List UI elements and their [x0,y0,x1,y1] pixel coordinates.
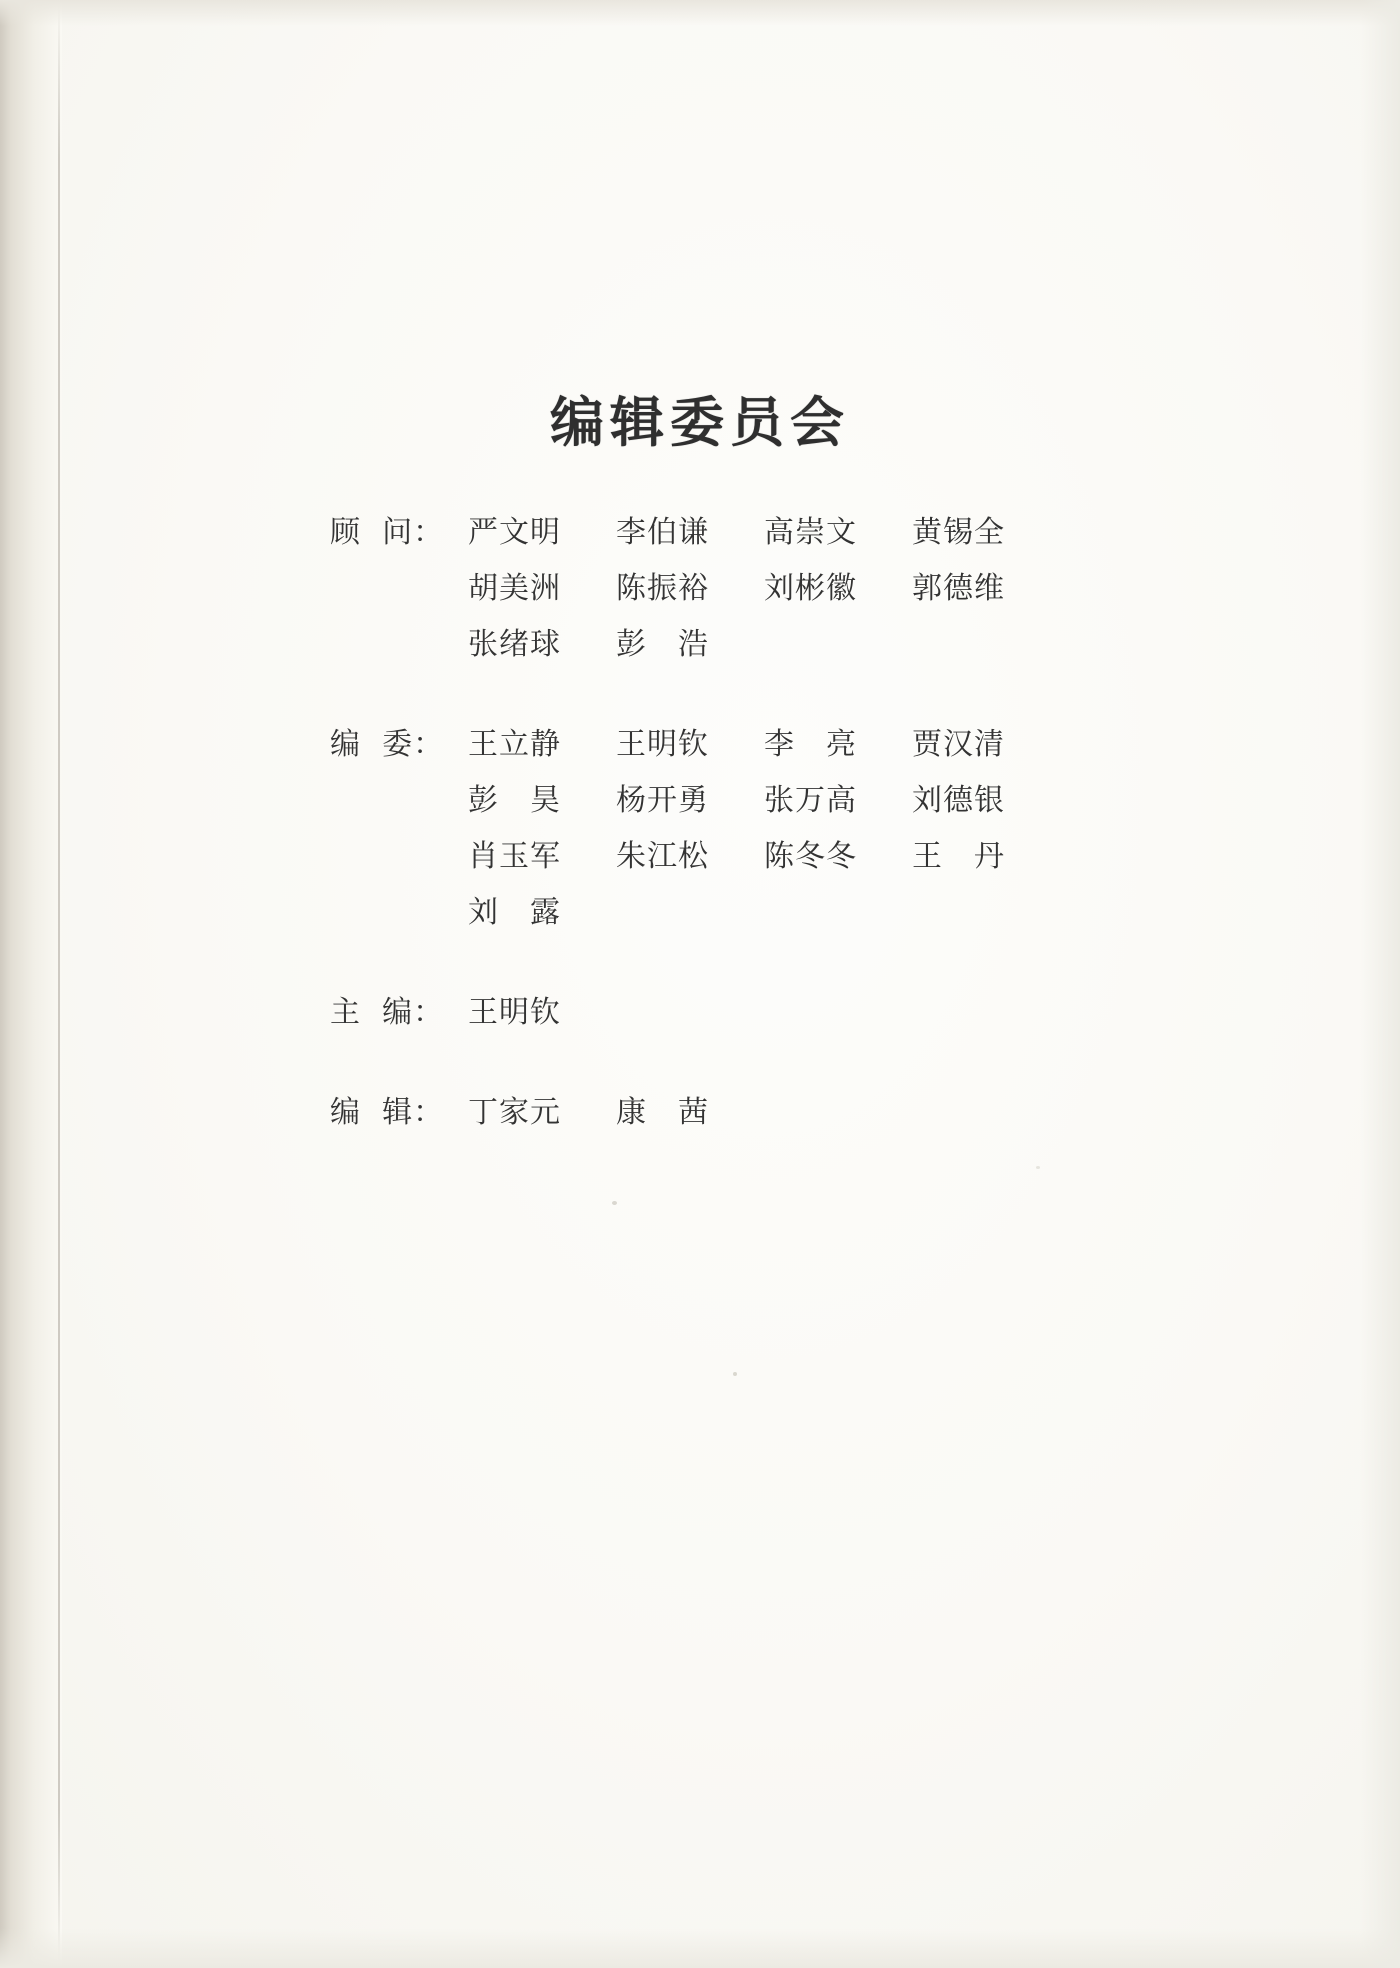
roster-group-chief-editor [330,985,1090,1041]
member-name: 陈振裕 [616,571,709,606]
group-rows-advisors [468,505,1090,673]
name-row [468,717,1090,773]
member-name: 李伯谦 [616,515,709,550]
member-name: 丁家元 [468,1095,561,1130]
member-name: 彭 昊 [468,783,561,818]
committee-roster [330,505,1090,1185]
member-name: 陈冬冬 [764,839,857,874]
group-label-advisors: 顾 问： [330,515,445,550]
name-row [468,885,1090,941]
member-name: 王立静 [468,727,561,762]
member-name: 胡美洲 [468,571,561,606]
group-rows-editors [468,1085,1090,1141]
member-name: 李 亮 [764,727,857,762]
member-name: 高崇文 [764,515,857,550]
member-name: 严文明 [468,515,561,550]
name-row [468,617,1090,673]
scan-speck [1036,1166,1040,1169]
name-row [468,1085,1090,1141]
scan-speck [733,1372,737,1376]
member-name: 王 丹 [912,839,1005,874]
member-name: 肖玉军 [468,839,561,874]
name-row [468,561,1090,617]
group-rows-chief-editor [468,985,1090,1041]
page-title: 编辑委员会 [550,390,850,454]
member-name: 刘彬徽 [764,571,857,606]
name-row [468,505,1090,561]
member-name: 刘德银 [912,783,1005,818]
member-name: 康 茜 [616,1095,709,1130]
member-name: 张万高 [764,783,857,818]
member-name: 杨开勇 [616,783,709,818]
member-name: 刘 露 [468,895,561,930]
member-name: 王明钦 [468,995,561,1030]
member-name: 张绪球 [468,627,561,662]
group-label-editorial-board: 编 委： [330,727,445,762]
member-name: 朱江松 [616,839,709,874]
member-name: 贾汉清 [912,727,1005,762]
name-row [468,829,1090,885]
group-rows-editorial-board [468,717,1090,941]
group-label-editors: 编 辑： [330,1095,445,1130]
member-name: 黄锡全 [912,515,1005,550]
roster-group-advisors [330,505,1090,673]
scan-speck [612,1201,617,1205]
roster-group-editors [330,1085,1090,1141]
name-row [468,773,1090,829]
member-name: 郭德维 [912,571,1005,606]
member-name: 彭 浩 [616,627,709,662]
member-name: 王明钦 [616,727,709,762]
group-label-chief-editor: 主 编： [330,995,445,1030]
name-row [468,985,1090,1041]
roster-group-editorial-board [330,717,1090,941]
